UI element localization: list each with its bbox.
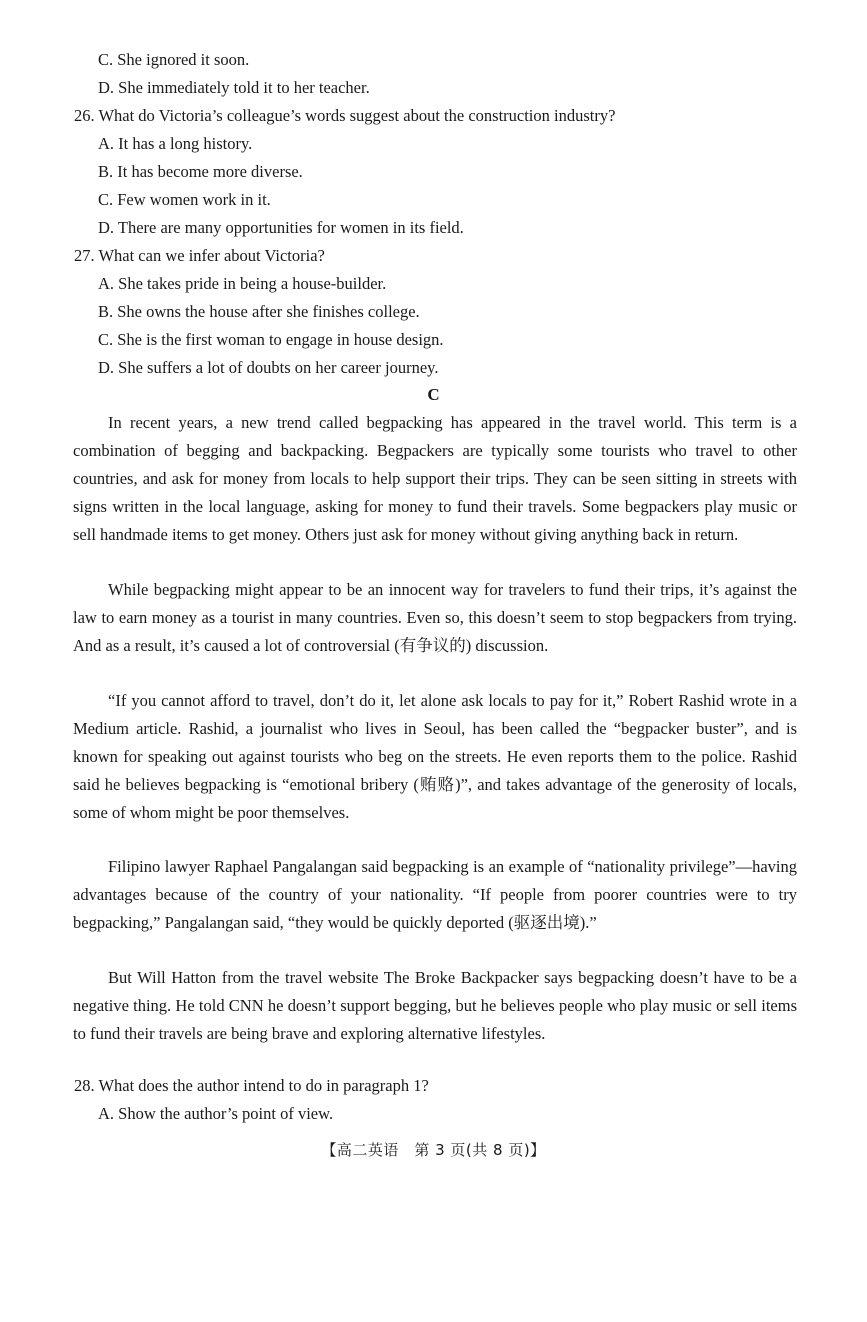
- passage-paragraph-1: In recent years, a new trend called begpacking has appeared in the travel world. This term is a combination of begging and backpacking. Begpackers are typically some tourists who travel to other countries, and ask for money from locals to help support their trips. They can be seen sitting in streets with signs written in the local language, asking for money to fund their travels. Some begpackers play music or sell handmade items to get money. Others just ask for money without giving anything back in return.: [73, 413, 797, 544]
- section-label: C: [427, 385, 440, 404]
- q28-option-a: A. Show the author’s point of view.: [98, 1104, 334, 1123]
- q27-option-b: B. She owns the house after she finishes college.: [98, 302, 420, 321]
- q26-stem: 26. What do Victoria’s colleague’s words suggest about the construction industry?: [74, 106, 616, 125]
- q28-stem: 28. What does the author intend to do in paragraph 1?: [74, 1076, 429, 1095]
- passage-paragraph-3: “If you cannot afford to travel, don’t do it, let alone ask locals to pay for it,” Robert Rashid wrote in a Medium article. Rashid, a journalist who lives in Seoul, has been called the “begpacker buster”, and is known for speaking out against tourists who beg on the streets. He even reports them to the police. Rashid said he believes begpacking is “emotional bribery (贿赂)”, and takes advantage of the generosity of locals, some of whom might be poor themselves.: [73, 691, 797, 822]
- passage-paragraph-2: While begpacking might appear to be an innocent way for travelers to fund their trips, it’s against the law to earn money as a tourist in many countries. Even so, this doesn’t seem to stop begpackers from trying. And as a result, it’s caused a lot of controversial (有争议的) discussion.: [73, 580, 797, 655]
- q26-option-a: A. It has a long history.: [98, 134, 253, 153]
- q27-option-c: C. She is the first woman to engage in house design.: [98, 330, 444, 349]
- q25-option-c: C. She ignored it soon.: [98, 50, 250, 69]
- q27-option-a: A. She takes pride in being a house-builder.: [98, 274, 387, 293]
- passage-paragraph-4: Filipino lawyer Raphael Pangalangan said begpacking is an example of “nationality privilege”—having advantages because of the country of your nationality. “If people from poorer countries were to try begpacking,” Pangalangan said, “they would be quickly deported (驱逐出境).”: [73, 857, 797, 932]
- q26-option-c: C. Few women work in it.: [98, 190, 271, 209]
- q25-option-d: D. She immediately told it to her teacher.: [98, 78, 370, 97]
- q27-stem: 27. What can we infer about Victoria?: [74, 246, 325, 265]
- q26-option-d: D. There are many opportunities for women in its field.: [98, 218, 464, 237]
- q26-option-b: B. It has become more diverse.: [98, 162, 303, 181]
- page-footer: 【高二英语 第 3 页(共 8 页)】: [321, 1141, 546, 1159]
- passage-paragraph-5: But Will Hatton from the travel website The Broke Backpacker says begpacking doesn’t have to be a negative thing. He told CNN he doesn’t support begging, but he believes people who play music or sell items to fund their travels are being brave and exploring alternative lifestyles.: [73, 968, 797, 1043]
- q27-option-d: D. She suffers a lot of doubts on her career journey.: [98, 358, 439, 377]
